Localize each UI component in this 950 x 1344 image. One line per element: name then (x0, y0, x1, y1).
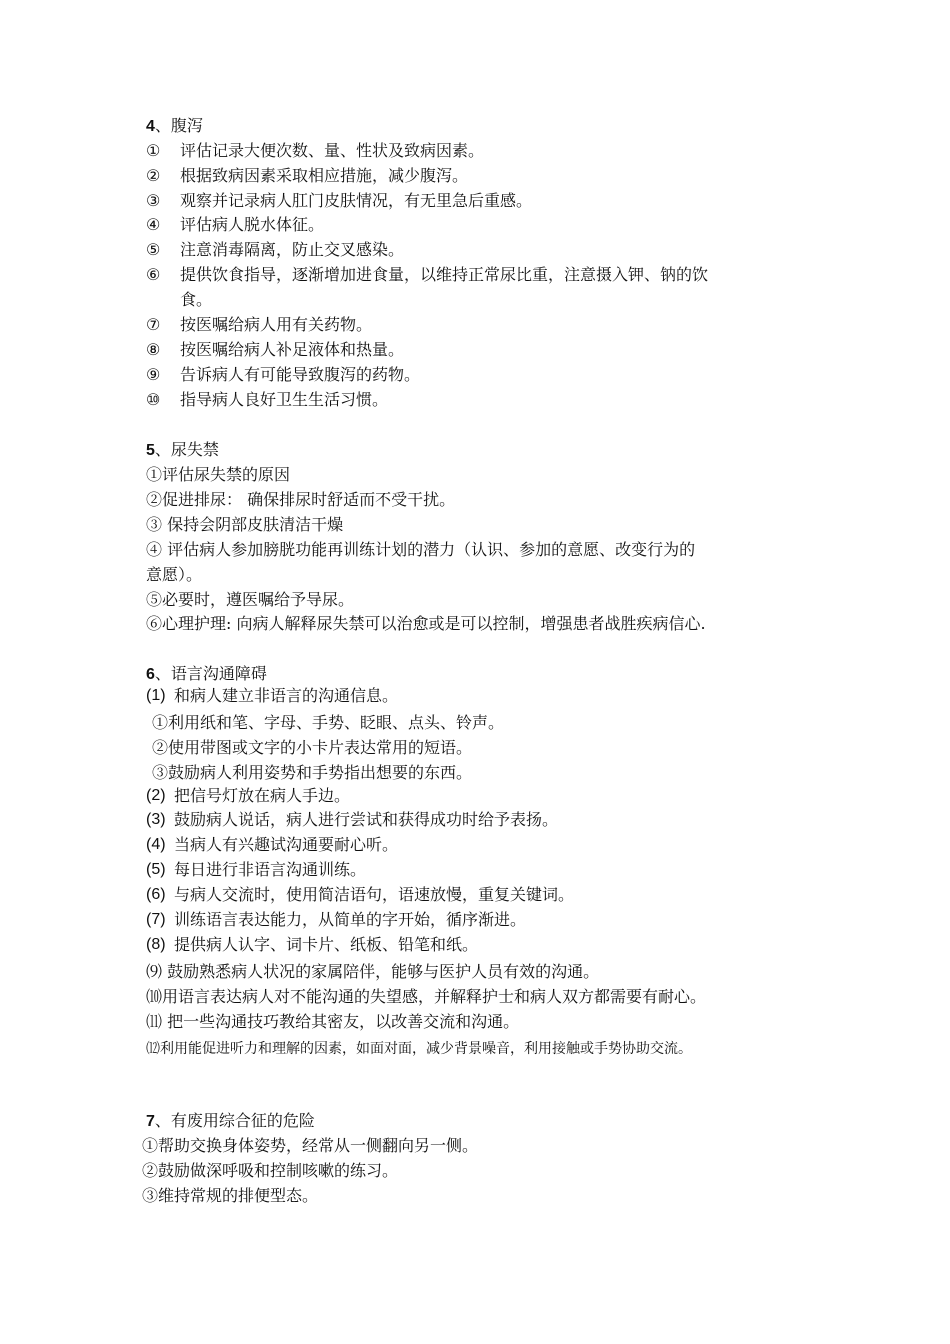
list-item: ⑽用语言表达病人对不能沟通的失望感，并解释护士和病人双方都需要有耐心。 (146, 987, 707, 1006)
section-title: 、有废用综合征的危险 (154, 1111, 315, 1130)
item-text: 告诉病人有可能导致腹泻的药物。 (180, 365, 421, 384)
list-item: ⑼ 鼓励熟悉病人状况的家属陪伴，能够与医护人员有效的沟通。 (146, 962, 600, 981)
list-item (146, 215, 324, 235)
list-item (146, 240, 404, 260)
item-text: 把信号灯放在病人手边。 (174, 786, 351, 805)
section-heading-5 (146, 440, 219, 461)
item-text: 观察并记录病人肛门皮肤情况，有无里急后重感。 (180, 191, 533, 210)
section-number: 7 (146, 1113, 155, 1130)
item-marker: (6) (146, 886, 166, 903)
item-marker: (7) (146, 911, 166, 928)
list-item (146, 166, 468, 186)
section-title: 、尿失禁 (154, 440, 219, 459)
list-item (146, 390, 388, 410)
list-item: ②鼓励做深呼吸和控制咳嗽的练习。 (142, 1161, 399, 1180)
item-continuation: 意愿）。 (146, 565, 203, 584)
list-item: ⑥心理护理: 向病人解释尿失禁可以治愈或是可以控制，增强患者战胜疾病信心. (146, 614, 706, 633)
item-continuation: 食。 (180, 290, 213, 309)
item-text: 按医嘱给病人用有关药物。 (180, 315, 373, 334)
list-item (146, 910, 526, 930)
list-item: ⑤必要时，遵医嘱给予导尿。 (146, 590, 355, 609)
section-number: 4 (146, 118, 155, 135)
item-text: 根据致病因素采取相应措施，减少腹泻。 (180, 166, 469, 185)
item-marker: ⑥ (146, 265, 161, 284)
list-item (146, 860, 366, 880)
section-number: 6 (146, 666, 155, 683)
item-marker: (3) (146, 811, 166, 828)
item-marker: ⑧ (146, 340, 161, 359)
sub-item: ②使用带图或文字的小卡片表达常用的短语。 (152, 738, 473, 757)
list-item: ①评估尿失禁的原因 (146, 465, 291, 484)
item-marker: ② (146, 166, 161, 185)
item-text: 注意消毒隔离，防止交叉感染。 (180, 240, 405, 259)
list-item: ③维持常规的排便型态。 (142, 1186, 319, 1205)
item-marker: (2) (146, 787, 166, 804)
list-item: ④ 评估病人参加膀胱功能再训练计划的潜力（认识、参加的意愿、改变行为的 (146, 540, 696, 559)
list-item (146, 365, 420, 385)
item-text: 评估病人脱水体征。 (180, 215, 325, 234)
list-item (146, 885, 574, 905)
item-marker: ④ (146, 215, 161, 234)
item-marker: ⑨ (146, 365, 161, 384)
list-item: ⑾ 把一些沟通技巧教给其密友，以改善交流和沟通。 (146, 1012, 520, 1031)
section-title: 、语言沟通障碍 (154, 664, 267, 683)
list-item (146, 810, 558, 830)
item-text: 鼓励病人说话，病人进行尝试和获得成功时给予表扬。 (174, 810, 559, 829)
list-item (146, 315, 372, 335)
item-text: 训练语言表达能力，从简单的字开始，循序渐进。 (174, 910, 527, 929)
item-text: 指导病人良好卫生生活习惯。 (180, 390, 389, 409)
item-marker: (1) (146, 687, 166, 704)
sub-item: ①利用纸和笔、字母、手势、眨眼、点头、铃声。 (152, 713, 505, 732)
list-item: ⑿利用能促进听力和理解的因素，如面对面，减少背景噪音，利用接触或手势协助交流。 (146, 1041, 692, 1057)
section-number: 5 (146, 442, 155, 459)
list-item (146, 835, 398, 855)
list-item (146, 191, 532, 211)
item-marker: ⑩ (146, 390, 161, 409)
item-text: 和病人建立非语言的沟通信息。 (174, 686, 399, 705)
list-item: ①帮助交换身体姿势，经常从一侧翻向另一侧。 (142, 1136, 479, 1155)
list-item (146, 786, 350, 806)
section-heading-7 (146, 1111, 315, 1132)
item-text: 提供饮食指导，逐渐增加进食量，以维持正常尿比重，注意摄入钾、钠的饮 (180, 265, 709, 284)
item-text: 当病人有兴趣试沟通要耐心听。 (174, 835, 399, 854)
section-title: 、腹泻 (154, 116, 203, 135)
item-text: 评估记录大便次数、量、性状及致病因素。 (180, 141, 485, 160)
sub-item: ③鼓励病人利用姿势和手势指出想要的东西。 (152, 763, 473, 782)
list-item: ②促进排尿： 确保排尿时舒适而不受干扰。 (146, 490, 456, 509)
item-marker: ③ (146, 191, 161, 210)
section-heading-6 (146, 664, 267, 685)
item-text: 每日进行非语言沟通训练。 (174, 860, 367, 879)
list-item: ③ 保持会阴部皮肤清洁干燥 (146, 515, 344, 534)
item-text: 按医嘱给病人补足液体和热量。 (180, 340, 405, 359)
item-marker: ⑤ (146, 240, 161, 259)
item-marker: (4) (146, 836, 166, 853)
list-item (146, 265, 708, 285)
list-item (146, 340, 404, 360)
section-heading-4 (146, 116, 203, 137)
item-marker: ① (146, 141, 161, 160)
list-item (146, 935, 478, 955)
item-marker: (8) (146, 936, 166, 953)
list-item (146, 141, 484, 161)
item-marker: (5) (146, 861, 166, 878)
item-text: 与病人交流时，使用简洁语句，语速放慢，重复关键词。 (174, 885, 575, 904)
item-text: 提供病人认字、词卡片、纸板、铅笔和纸。 (174, 935, 479, 954)
item-marker: ⑦ (146, 315, 161, 334)
list-item (146, 686, 398, 706)
